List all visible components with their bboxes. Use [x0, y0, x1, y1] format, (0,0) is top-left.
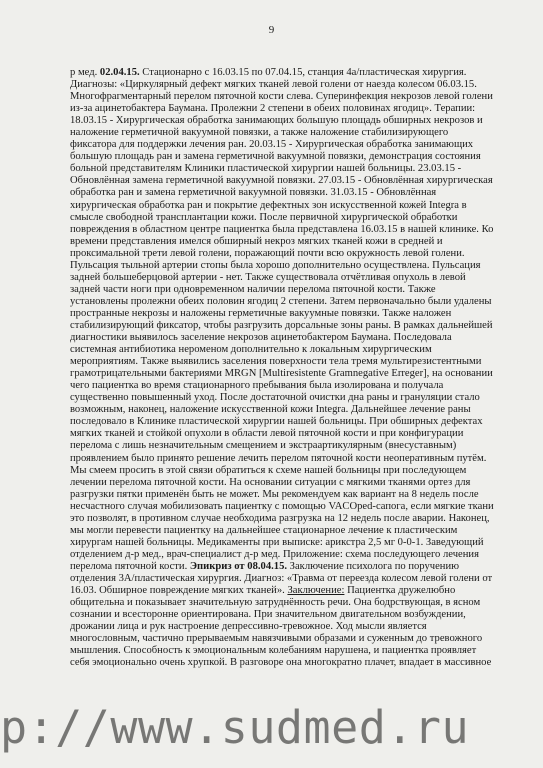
text-line — [70, 585, 519, 597]
text-line — [70, 127, 519, 139]
text-segment: перелома пяточной кости. — [70, 560, 190, 572]
text-segment: мы могли перевести пациентку на дальнейшее стационарное лечение к пластическим — [70, 524, 458, 536]
text-line — [70, 151, 519, 163]
text-segment: перелома с лишь незначительным смещением и экстраартикулярным (внесуставным) — [70, 440, 457, 452]
text-segment: грамотрицательными бактериями MRGN [Multiresistente Gramnegative Erreger], на основании — [70, 368, 493, 380]
text-segment: многословным, частично прерываемым навязчивыми образами и суженным до тревожного — [70, 633, 483, 645]
text-segment: разгрузки пятки применён быть не может. Мы рекомендуем как вариант на 8 недель после — [70, 488, 479, 500]
text-line — [70, 428, 519, 440]
text-line — [70, 537, 519, 549]
text-line — [70, 103, 519, 115]
text-line — [70, 465, 519, 477]
text-line — [70, 453, 519, 465]
text-segment: Пульсация тыльной артерии стопы была хорошо дополнительно осуществлена. Пульсация — [70, 259, 481, 271]
text-segment: Пациентка дружелюбно — [344, 585, 456, 597]
text-line — [70, 212, 519, 224]
text-segment: Диагнозы: «Циркулярный дефект мягких тканей левой голени от наезда колесом 06.03.15. — [70, 79, 477, 91]
text-line — [70, 67, 519, 79]
text-line — [70, 79, 519, 91]
text-line — [70, 525, 519, 537]
text-segment: задней части ноги при одновременном наличии перелома пяточной кости. Также — [70, 283, 436, 295]
text-segment: обработка ран и замена герметичной вакуумной повязки. 31.03.15 - Обновлённая — [70, 187, 437, 199]
bold-heading-text: Эпикриз от 08.04.15. — [189, 560, 288, 572]
text-segment: Мы смеем просить в этой связи обратиться к схеме нашей больницы при последующем — [70, 464, 467, 476]
page-number: 9 — [268, 24, 275, 36]
text-segment: возможным, наконец, наложение искусственной кожи Integra. Дальнейшее лечение раны — [70, 404, 471, 416]
text-line — [70, 549, 519, 561]
text-line — [70, 501, 519, 513]
text-line — [70, 561, 519, 573]
text-line — [70, 163, 519, 175]
text-line — [70, 513, 519, 525]
text-line — [70, 272, 519, 284]
text-line — [70, 609, 519, 621]
text-line — [70, 477, 519, 489]
text-segment: Обновлённая замена герметичной вакуумной повязки. 27.03.15 - Обновлённая хирургическая — [70, 175, 493, 187]
text-segment: времени представления имелся обширный некроз мягких тканей кожи в средней и — [70, 235, 443, 247]
text-segment: стабилизирующий фиксатор, чтобы разгрузить дорсальные зоны раны. В рамках дальнейшей — [70, 319, 493, 331]
text-segment: 16.03. Обширное повреждение мягких тканей». — [70, 585, 288, 597]
text-line — [70, 296, 519, 308]
text-line — [70, 404, 519, 416]
text-line — [70, 187, 519, 199]
text-line — [70, 175, 519, 187]
text-segment: мышления. Способность к эмоциональным колебаниям нарушена, и пациентка проявляет — [70, 645, 477, 657]
text-segment: большую площадь ран и замена герметичной вакуумной повязки, демонстрация состояния — [70, 151, 481, 163]
text-segment: себя эмоционально очень хрупкой. В разговоре она многократно плачет, впадает в массивное — [70, 657, 492, 669]
text-line — [70, 440, 519, 452]
text-line — [70, 657, 519, 669]
text-line — [70, 344, 519, 356]
text-line — [70, 236, 519, 248]
text-line — [70, 573, 519, 585]
text-segment: системная антибиотика нероменом дополнительно к локальным хирургическим — [70, 344, 432, 356]
text-line — [70, 308, 519, 320]
text-line — [70, 633, 519, 645]
text-segment: диагностики выявилось заселение некрозов ацинетобактером Баумана. Последовала — [70, 332, 452, 344]
document-body — [70, 67, 519, 669]
text-segment: чего пациентка во время стационарного пребывания была изолирована и получала — [70, 380, 444, 392]
text-segment: дрожании лица и рук настроение депрессивно-тревожное. Ход мысли является — [70, 621, 427, 633]
text-line — [70, 139, 519, 151]
text-segment: отделения 3А/пластическая хирургия. Диагноз: «Травма от переезда колесом левой голени от — [70, 572, 493, 584]
text-line — [70, 368, 519, 380]
text-segment: Стационарно с 16.03.15 по 07.04.15, станция 4а/пластическая хирургия. — [139, 67, 467, 78]
text-segment: установлены пролежни обеих половин ягодиц 2 степени. Затем первоначально были удалены — [70, 295, 492, 307]
text-line — [70, 260, 519, 272]
text-segment: мягких тканей и стойкой опухоли в области левой пяточной кости и при конфигурации — [70, 428, 464, 440]
text-line — [70, 332, 519, 344]
text-segment: лечении перелома пяточной кости. На основании ситуации с мягкими тканями ортез для — [70, 476, 471, 488]
text-segment: Заключение психолога по поручению — [287, 560, 460, 572]
text-line — [70, 320, 519, 332]
bold-heading-text: 02.04.15. — [99, 67, 140, 78]
text-line — [70, 597, 519, 609]
text-line — [70, 224, 519, 236]
text-line — [70, 200, 519, 212]
text-line — [70, 489, 519, 501]
text-segment: Многофрагментарный перелом пяточной кости слева. Суперинфекция некрозов левой голени — [70, 91, 493, 103]
text-segment: мероприятиям. Также выявились заселения поверхности тела тремя мультирезистентными — [70, 356, 482, 368]
text-segment: отделением д-р мед., врач-специалист д-р мед. Приложение: схема последующего лечения — [70, 548, 479, 560]
text-line — [70, 392, 519, 404]
text-line — [70, 645, 519, 657]
text-segment: последовало в Клинике пластической хирургии нашей больницы. При обширных дефектах — [70, 416, 483, 428]
text-line — [70, 416, 519, 428]
text-segment: смысле свободной трансплантации кожи. После первичной хирургической обработки — [70, 211, 458, 223]
text-segment: из-за ацинетобактера Баумана. Пролежни 2 степени в обеих половинах ягодиц». Терапии: — [70, 103, 476, 115]
text-segment: несчастного случая мобилизовать пациентку с помощью VACOped-сапога, если мягкие ткани — [70, 500, 494, 512]
text-line — [70, 91, 519, 103]
text-segment: общительна и показывает значительную затруднённость речи. Она бодрствующая, в ясном — [70, 597, 481, 609]
text-line — [70, 248, 519, 260]
text-segment: существенно повышенный уход. После достаточной очистки дна раны и грануляции стало — [70, 392, 480, 404]
text-segment: задней большеберцовой артерии - нет. Также существовала отчётливая опухоль в левой — [70, 271, 466, 283]
text-line — [70, 621, 519, 633]
watermark-url: p://www.sudmed.ru — [0, 701, 470, 754]
text-line — [70, 356, 519, 368]
text-segment: проксимальной трети левой голени, поражающий почти всю окружность левой голени. — [70, 247, 465, 259]
text-line — [70, 380, 519, 392]
text-segment: фиксатора для поддержки лечения ран. 20.03.15 - Хирургическая обработка занимающих — [70, 139, 474, 151]
text-segment: хирургам нашей больницы. Медикаменты при выписке: арикстра 2,5 мг 0-0-1. Заведующий — [70, 536, 484, 548]
text-segment: наложение герметичной вакуумной повязки, а также наложение стабилизирующего — [70, 127, 449, 139]
text-segment: это позволят, в противном случае необходима разгрузка на 12 недель после аварии. Наконец, — [70, 512, 490, 524]
text-segment: р мед. — [70, 67, 100, 78]
text-segment: 18.03.15 - Хирургическая обработка занимающих большую площадь обширных некрозов и — [70, 115, 483, 127]
text-line — [70, 284, 519, 296]
text-segment: сознании и всесторонне ориентирована. При значительном двигательном возбуждении, — [70, 609, 466, 621]
text-line — [70, 115, 519, 127]
text-segment: больной представителям Клиники пластической хирургии нашей больницы. 23.03.15 - — [70, 163, 462, 175]
text-segment: пространные некрозы и наложены герметичные вакуумные повязки. Также наложен — [70, 307, 452, 319]
text-segment: проявлением было принято решение лечить перелом пяточной кости неоперативным путём. — [70, 452, 487, 464]
text-segment: хирургическая обработка ран и покрытие дефектных зон искусственной кожей Integra в — [70, 199, 467, 211]
underlined-text: Заключение: — [287, 585, 345, 597]
text-segment: повреждения в областном центре пациентка была представлена 16.03.15 в нашей клинике. Ко — [70, 223, 494, 235]
